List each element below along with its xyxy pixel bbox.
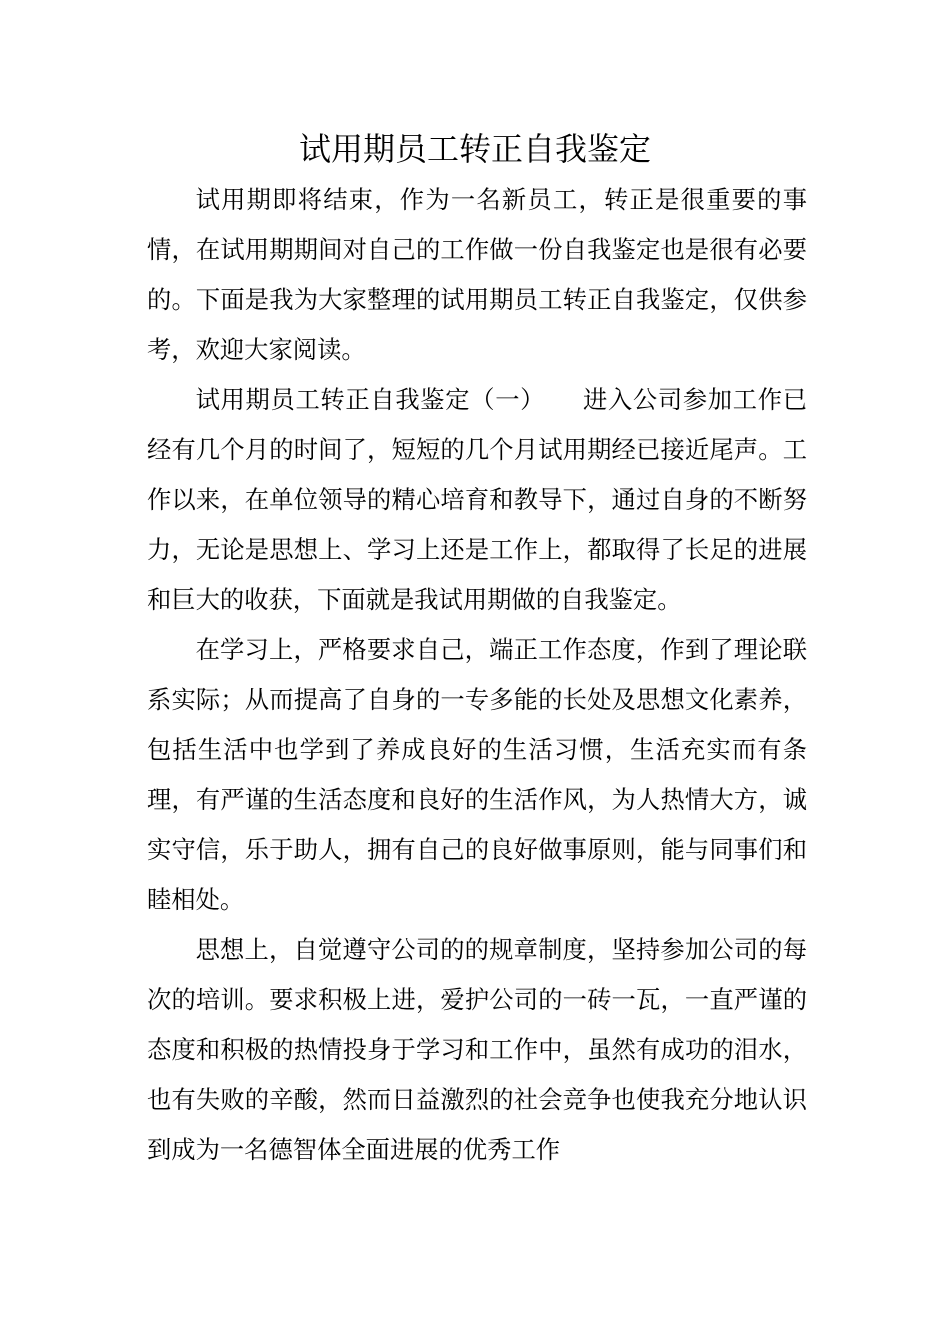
paragraph-thought: 思想上，自觉遵守公司的的规章制度，坚持参加公司的每次的培训。要求积极上进，爱护公司的一砖一瓦，一直严谨的态度和积极的热情投身于学习和工作中，虽然有成功的泪水，也有失败的辛酸，然而日益激烈的社会竞争也使我充分地认识到成为一名德智体全面进展的优秀工作 xyxy=(147,935,807,1164)
paragraph-intro: 试用期即将结束，作为一名新员工，转正是很重要的事情，在试用期期间对自己的工作做一份自我鉴定也是很有必要的。下面是我为大家整理的试用期员工转正自我鉴定，仅供参考，欢迎大家阅读。 xyxy=(147,185,807,364)
paragraph-study: 在学习上，严格要求自己，端正工作态度，作到了理论联系实际；从而提高了自身的一专多能的长处及思想文化素养，包括生活中也学到了养成良好的生活习惯，生活充实而有条理，有严谨的生活态度和良好的生活作风，为人热情大方，诚实守信，乐于助人，拥有自己的良好做事原则，能与同事们和睦相处。 xyxy=(147,635,807,914)
document-body xyxy=(147,175,807,1175)
document-title: 试用期员工转正自我鉴定 xyxy=(298,130,651,168)
paragraph-section-one: 试用期员工转正自我鉴定（一） 进入公司参加工作已经有几个月的时间了，短短的几个月试用期经已接近尾声。工作以来，在单位领导的精心培育和教导下，通过自身的不断努力，无论是思想上、学习上还是工作上，都取得了长足的进展和巨大的收获，下面就是我试用期做的自我鉴定。 xyxy=(147,385,807,614)
